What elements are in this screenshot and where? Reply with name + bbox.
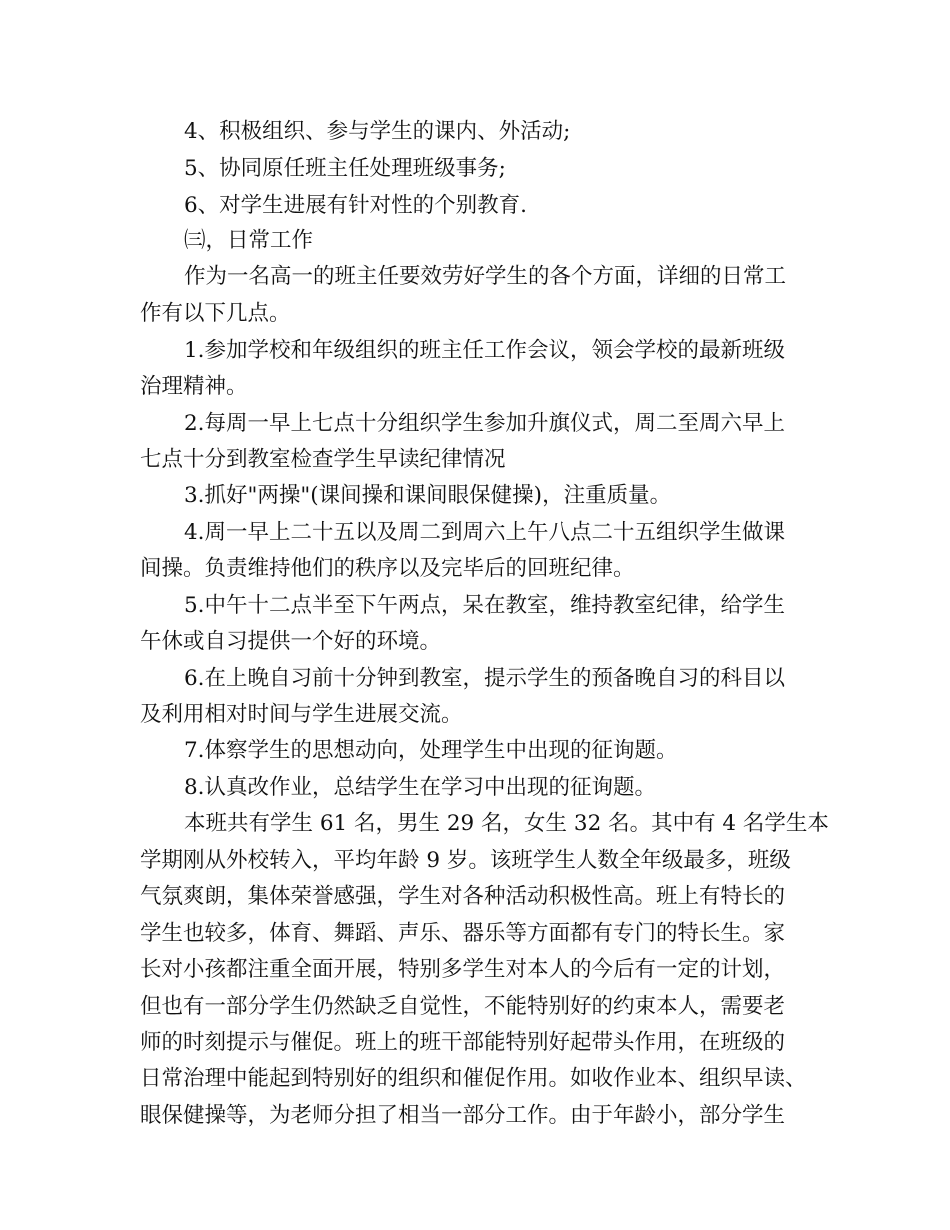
text-line: 学生也较多，体育、舞蹈、声乐、器乐等方面都有专门的特长生。家: [140, 921, 786, 946]
text-line: 气氛爽朗，集体荣誉感强，学生对各种活动积极性高。班上有特长的: [140, 884, 786, 909]
text-line: 师的时刻提示与催促。班上的班干部能特别好起带头作用，在班级的: [140, 1030, 786, 1055]
list-item: 6.在上晚自习前十分钟到教室，提示学生的预备晚自习的科目以: [184, 666, 786, 691]
list-item: 2.每周一早上七点十分组织学生参加升旗仪式，周二至周六早上: [184, 411, 786, 436]
text-line: 间操。负责维持他们的秩序以及完毕后的回班纪律。: [140, 556, 635, 581]
text-line: 本班共有学生 61 名，男生 29 名，女生 32 名。其中有 4 名学生本: [184, 811, 829, 836]
text-line: 但也有一部分学生仍然缺乏自觉性，不能特别好的约束本人，需要老: [140, 994, 786, 1019]
text-line: 眼保健操等，为老师分担了相当一部分工作。由于年龄小，部分学生: [140, 1103, 786, 1128]
text-line: 日常治理中能起到特别好的组织和催促作用。如收作业本、组织早读、: [140, 1066, 807, 1091]
text-line: 及利用相对时间与学生进展交流。: [140, 702, 463, 727]
list-item: 8.认真改作业，总结学生在学习中出现的征询题。: [184, 775, 657, 800]
text-line: 作为一名高一的班主任要效劳好学生的各个方面，详细的日常工: [184, 264, 787, 289]
list-item: 5.中午十二点半至下午两点，呆在教室，维持教室纪律，给学生: [184, 593, 786, 618]
text-line: 学期刚从外校转入，平均年龄 9 岁。该班学生人数全年级最多，班级: [140, 848, 791, 873]
list-item: 7.体察学生的思想动向，处理学生中出现的征询题。: [184, 738, 678, 763]
list-item: 3.抓好"两操"(课间操和课间眼保健操)，注重质量。: [184, 483, 672, 508]
text-line: 长对小孩都注重全面开展，特别多学生对本人的今后有一定的计划，: [140, 957, 786, 982]
text-line: 作有以下几点。: [140, 301, 291, 326]
list-item: 1.参加学校和年级组织的班主任工作会议，领会学校的最新班级: [184, 338, 786, 363]
text-line: 4、积极组织、参与学生的课内、外活动;: [184, 119, 571, 144]
text-line: 午休或自习提供一个好的环境。: [140, 629, 442, 654]
text-line: 治理精神。: [140, 374, 248, 399]
text-line: 七点十分到教室检查学生早读纪律情况: [140, 447, 506, 472]
section-heading: ㈢，日常工作: [184, 228, 314, 253]
text-line: 5、协同原任班主任处理班级事务;: [184, 156, 506, 181]
list-item: 4.周一早上二十五以及周二到周六上午八点二十五组织学生做课: [184, 520, 786, 545]
text-line: 6、对学生进展有针对性的个别教育.: [184, 193, 528, 218]
